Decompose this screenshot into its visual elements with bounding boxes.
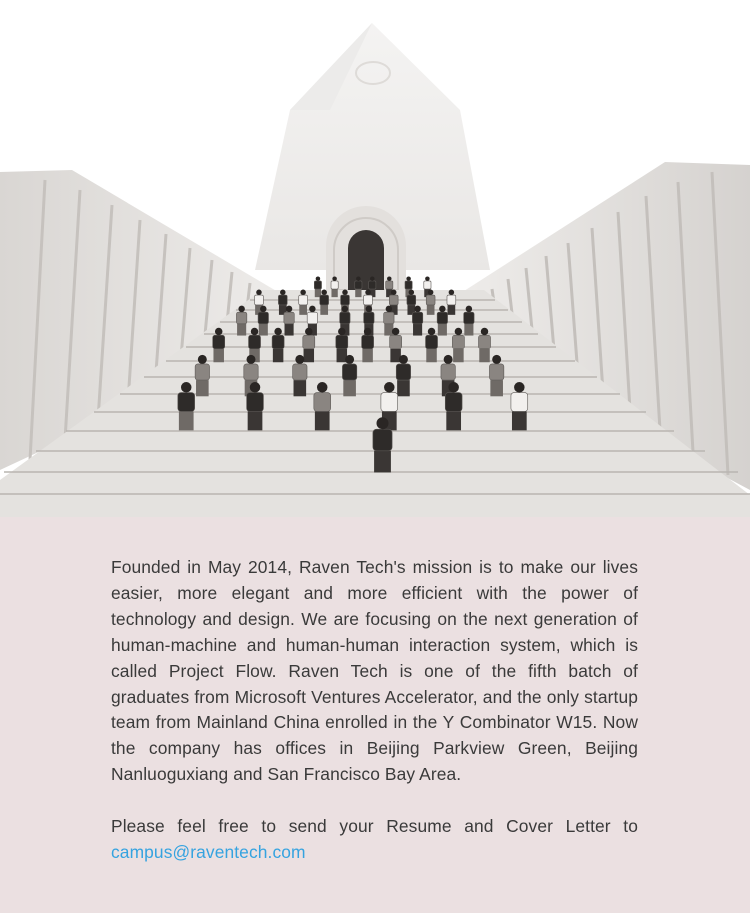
email-link[interactable]: campus@raventech.com xyxy=(111,842,306,863)
about-text xyxy=(111,555,638,866)
contact-paragraph xyxy=(111,814,638,866)
about-paragraph: Founded in May 2014, Raven Tech's mission is to make our lives easier, more elegant and more efficient with the power of technology and design. We are focusing on the next generation of human-machine and human-human interaction system, which is called Project Flow. Raven Tech is one of the fifth batch of graduates from Microsoft Ventures Accelerator, and the only startup team from Mainland China enrolled in the Y Combinator W15. Now the company has offices in Beijing Parkview Green, Beijing Nanluoguxiang and San Francisco Bay Area. xyxy=(111,557,638,785)
about-section xyxy=(0,517,750,913)
contact-cta: Please feel free to send your Resume and Cover Letter to xyxy=(111,816,638,837)
arch-doorway xyxy=(348,230,384,290)
